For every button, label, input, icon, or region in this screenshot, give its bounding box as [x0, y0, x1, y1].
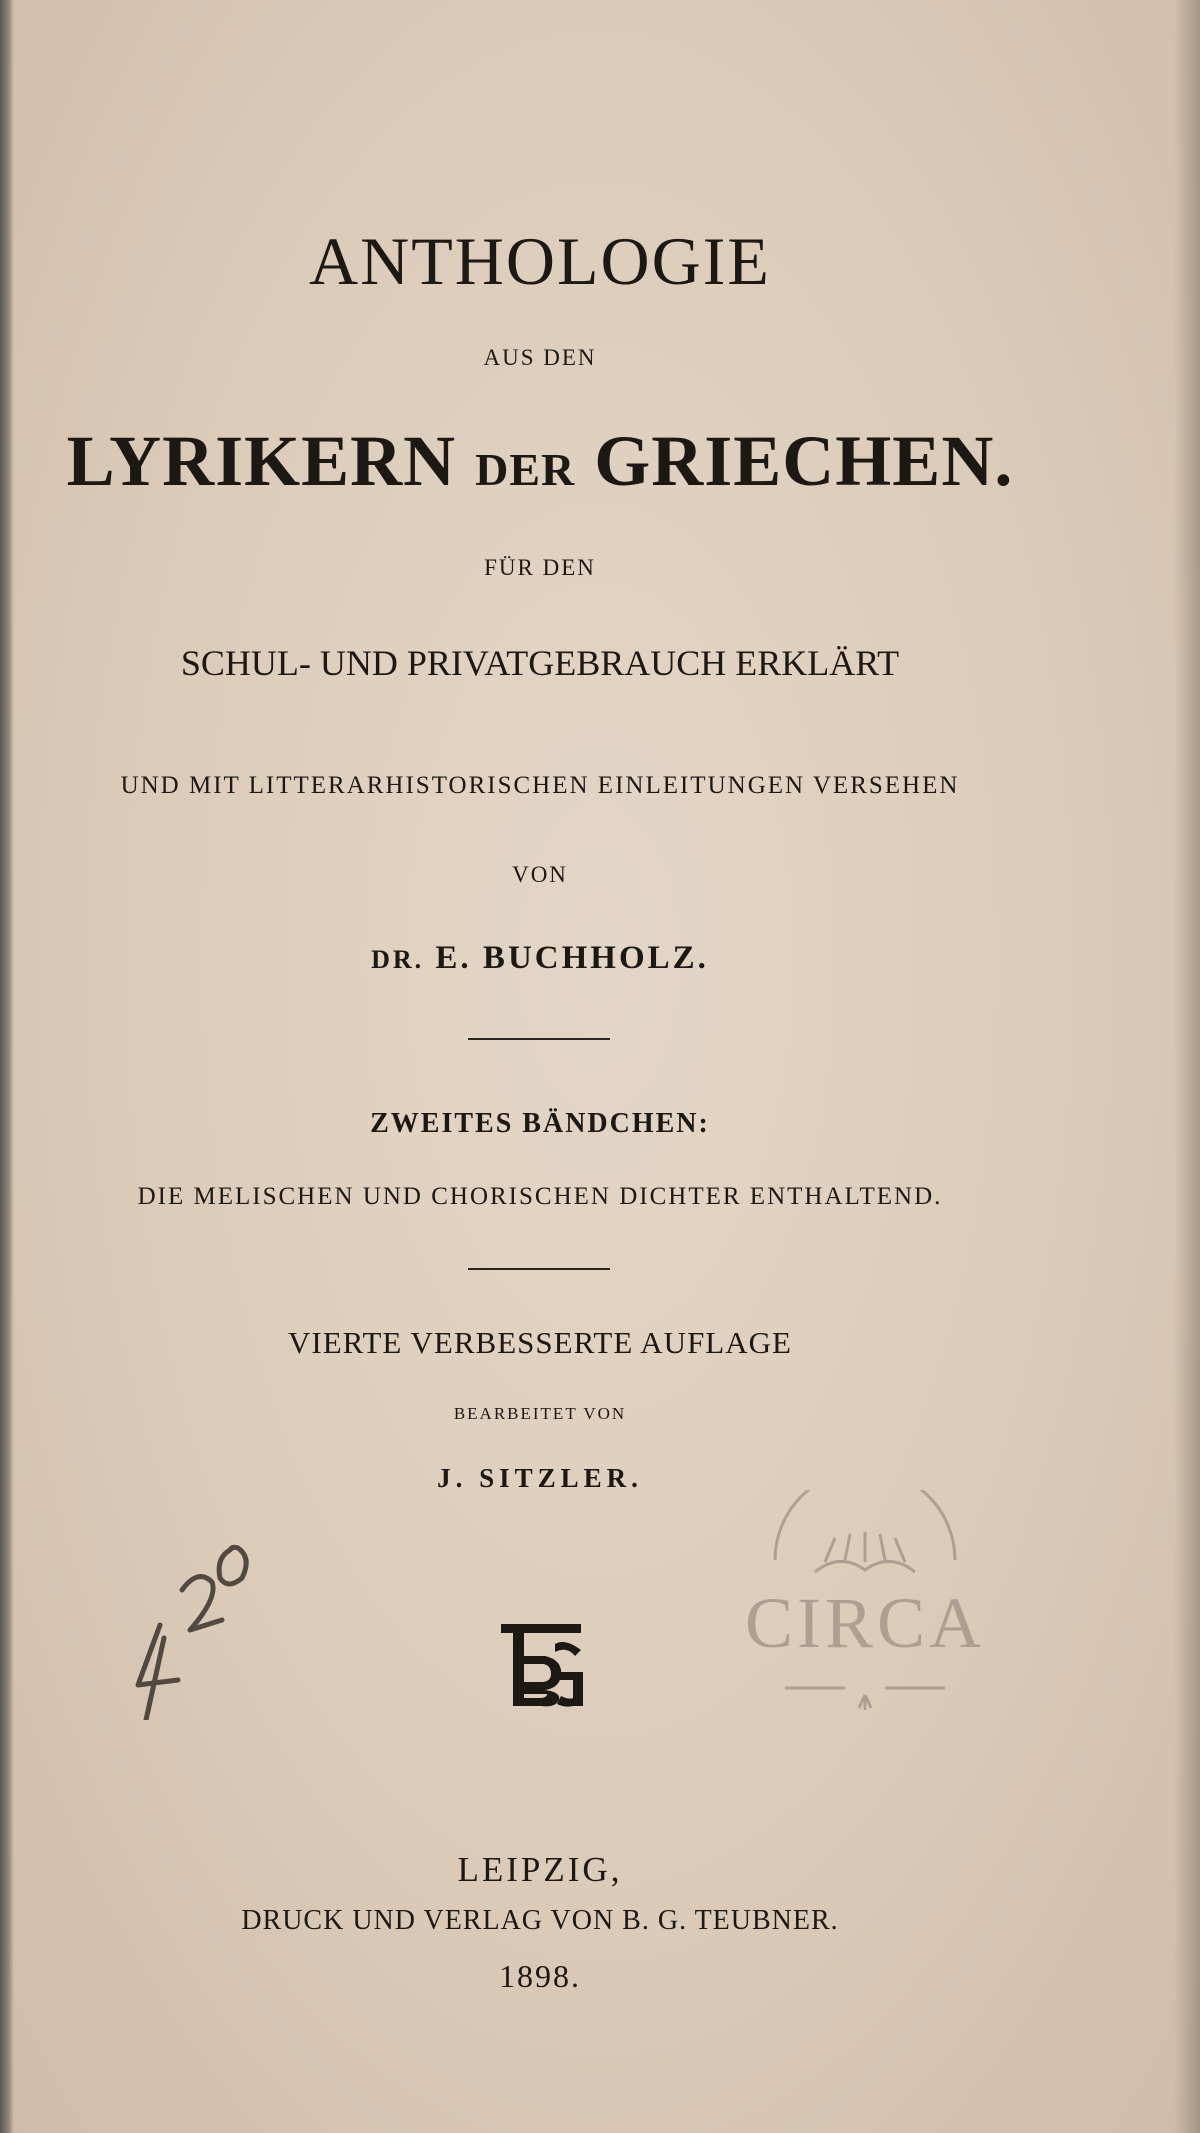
editor-line: J. SITZLER.	[437, 1463, 643, 1493]
fuer-den-line: FÜR DEN	[484, 555, 596, 580]
schul-line: SCHUL- UND PRIVATGEBRAUCH ERKLÄRT	[180, 643, 900, 683]
author-line	[0, 940, 1080, 977]
watermark-text: CIRCA	[744, 1583, 986, 1663]
der-word: DER	[475, 444, 576, 495]
baendchen-line: ZWEITES BÄNDCHEN:	[370, 1108, 710, 1139]
subject-line	[0, 420, 1080, 503]
druck-line: DRUCK UND VERLAG VON B. G. TEUBNER.	[241, 1905, 839, 1936]
auflage-line: VIERTE VERBESSERTE AUFLAGE	[288, 1325, 792, 1360]
place-line: LEIPZIG,	[457, 1850, 623, 1889]
von-line: VON	[512, 862, 568, 887]
year-line: 1898.	[499, 1958, 581, 1994]
divider-lower	[468, 1268, 610, 1270]
und-mit-line: UND MIT LITTERARHISTORISCHEN EINLEITUNGEN VERSEHEN	[120, 772, 960, 799]
bearbeitet-line: BEARBEITET VON	[453, 1404, 627, 1423]
aus-den-line: AUS DEN	[483, 345, 597, 370]
book-title: ANTHOLOGIE	[309, 223, 771, 299]
author-name: E. BUCHHOLZ.	[435, 940, 709, 976]
lyrikern-word: LYRIKERN	[66, 421, 457, 501]
handwritten-note-420	[120, 1520, 260, 1720]
griechen-word: GRIECHEN.	[594, 421, 1014, 501]
teubner-monogram-logo	[495, 1620, 587, 1710]
enthaltend-line: DIE MELISCHEN UND CHORISCHEN DICHTER ENTHALTEND.	[137, 1183, 943, 1210]
author-prefix: DR.	[371, 945, 425, 974]
circa-watermark	[735, 1490, 995, 1720]
divider-upper	[468, 1038, 610, 1040]
